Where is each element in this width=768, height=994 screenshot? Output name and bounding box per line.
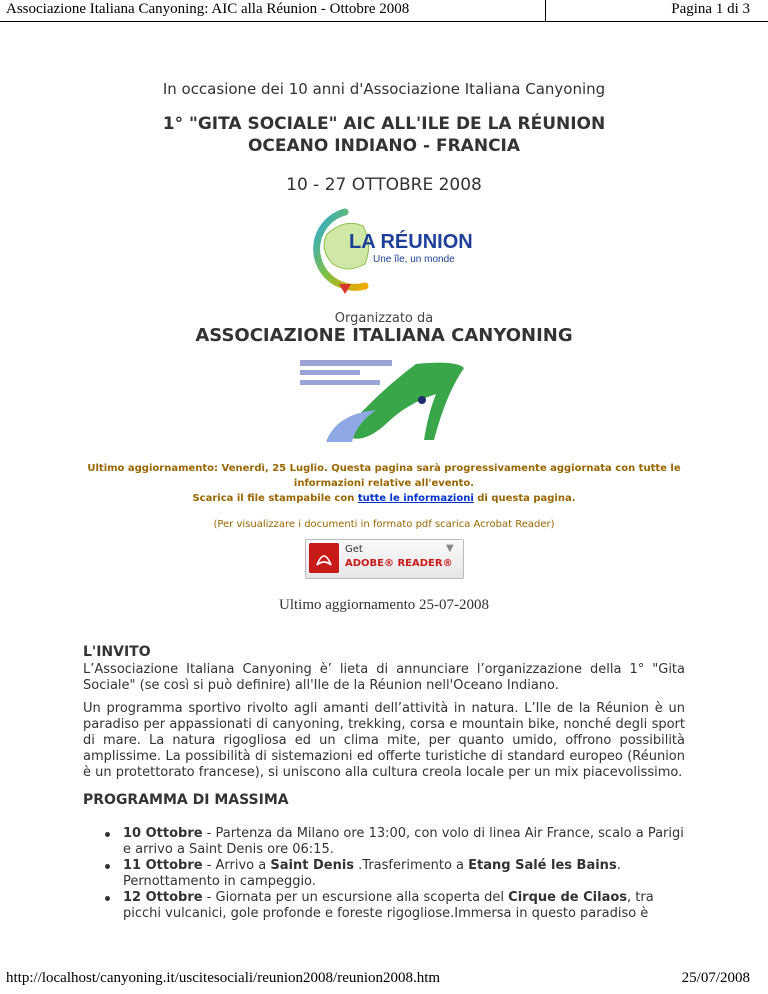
bullet-icon — [105, 896, 110, 901]
aic-logo-text-band-1 — [300, 360, 392, 366]
update-line-2: informazioni relative all'evento. — [293, 478, 475, 489]
reunion-logo-brand: LA RÉUNION — [349, 231, 473, 253]
reunion-logo-tagline: Une île, un monde — [373, 254, 455, 265]
bullet-icon — [105, 832, 110, 837]
invito-heading: L'INVITO — [83, 644, 151, 660]
program-place: Etang Salé les Bains — [468, 858, 617, 873]
print-header-page: Pagina 1 di 3 — [671, 1, 750, 17]
aic-logo-dot — [418, 396, 426, 404]
invito-paragraph-1: L’Associazione Italiana Canyoning è’ lieta di annunciare l’organizzazione della 1° "Gita Sociale" (se così si può definire) all'Ile de la Réunion nell'Oceano Indiano. — [83, 662, 685, 693]
programma-list — [105, 826, 690, 922]
title-line-1: 1° "GITA SOCIALE" AIC ALL'ILE DE LA RÉUNION — [162, 114, 606, 134]
list-item — [105, 826, 690, 858]
program-text: - Giornata per un escursione alla scoperta del — [202, 890, 509, 905]
program-text: . Pernottamento in campeggio. — [123, 858, 621, 889]
get-adobe-reader-button[interactable] — [305, 539, 464, 579]
program-date: 11 Ottobre — [123, 858, 203, 873]
aic-logo-text-band-3 — [300, 380, 380, 385]
update-line-3-post: di questa pagina. — [477, 493, 576, 504]
print-footer-date: 25/07/2008 — [681, 970, 750, 986]
last-update: Ultimo aggiornamento 25-07-2008 — [279, 597, 489, 613]
print-header-title: Associazione Italiana Canyoning: AIC alla Réunion - Ottobre 2008 — [6, 1, 410, 17]
update-line-1: Ultimo aggiornamento: Venerdì, 25 Luglio. Questa pagina sarà progressivamente aggiornata con tutte le — [87, 463, 681, 474]
list-item — [105, 890, 690, 922]
update-line-3-pre: Scarica il file stampabile con — [192, 493, 355, 504]
title-line-2: OCEANO INDIANO - FRANCIA — [247, 136, 521, 156]
program-text: , tra picchi vulcanici, gole profonde e foreste rigogliose.Immersa in questo paradiso è — [123, 890, 654, 921]
print-footer-url: http://localhost/canyoning.it/uscitesociali/reunion2008/reunion2008.htm — [6, 970, 441, 986]
download-all-info-link[interactable]: tutte le informazioni — [357, 493, 474, 504]
print-header-separator — [545, 0, 546, 22]
adobe-pdf-icon — [309, 543, 339, 573]
print-header — [0, 0, 768, 22]
pdf-note: (Per visualizzare i documenti in formato pdf scarica Acrobat Reader) — [213, 519, 555, 530]
download-arrow-icon: ▼ — [446, 543, 454, 554]
program-place: Cirque de Cilaos — [508, 890, 628, 905]
program-text: - Arrivo a — [202, 858, 271, 873]
program-date: 10 Ottobre — [123, 826, 203, 841]
update-notice — [0, 461, 768, 506]
invito-paragraph-2: Un programma sportivo rivolto agli amanti dell’attività in natura. L’Ile de la Réunion è un paradiso per appassionati di canyoning, trekking, corsa e mountain bike, nonché degli sport di mare. La natura rigogliosa ed un clima mite, per quanto umido, offrono possibilità amplissime. La possibilità di sistemazioni ed offerte turistiche di standard europeo (Réunion è un protettorato francese), si uniscono alla cultura creola locale per un mix piacevolissimo. — [83, 701, 685, 780]
organizer-name: ASSOCIAZIONE ITALIANA CANYONING — [195, 325, 573, 346]
print-footer — [0, 966, 768, 990]
print-header-rule — [0, 21, 768, 22]
organized-by-label: Organizzato da — [334, 311, 434, 326]
aic-logo-swoosh — [349, 363, 464, 440]
intro-line: In occasione dei 10 anni d'Associazione Italiana Canyoning — [162, 80, 606, 98]
aic-logo — [296, 354, 472, 446]
adobe-brand-label: ADOBE® READER® — [345, 558, 453, 569]
program-date: 12 Ottobre — [123, 890, 203, 905]
program-place: Saint Denis — [270, 858, 355, 873]
event-title — [0, 113, 768, 157]
program-text: - Partenza da Milano ore 13:00, con volo di linea Air France, scalo a Parigi e arrivo a Saint Denis ore 06:15. — [123, 826, 684, 857]
reunion-logo — [305, 204, 480, 296]
update-line-3 — [0, 491, 768, 506]
list-item — [105, 858, 690, 890]
programma-heading: PROGRAMMA DI MASSIMA — [83, 792, 289, 808]
event-dates: 10 - 27 OTTOBRE 2008 — [286, 175, 482, 195]
aic-logo-text-band-2 — [300, 370, 360, 375]
adobe-get-label: Get — [345, 544, 363, 555]
bullet-icon — [105, 864, 110, 869]
program-text: .Trasferimento a — [354, 858, 469, 873]
